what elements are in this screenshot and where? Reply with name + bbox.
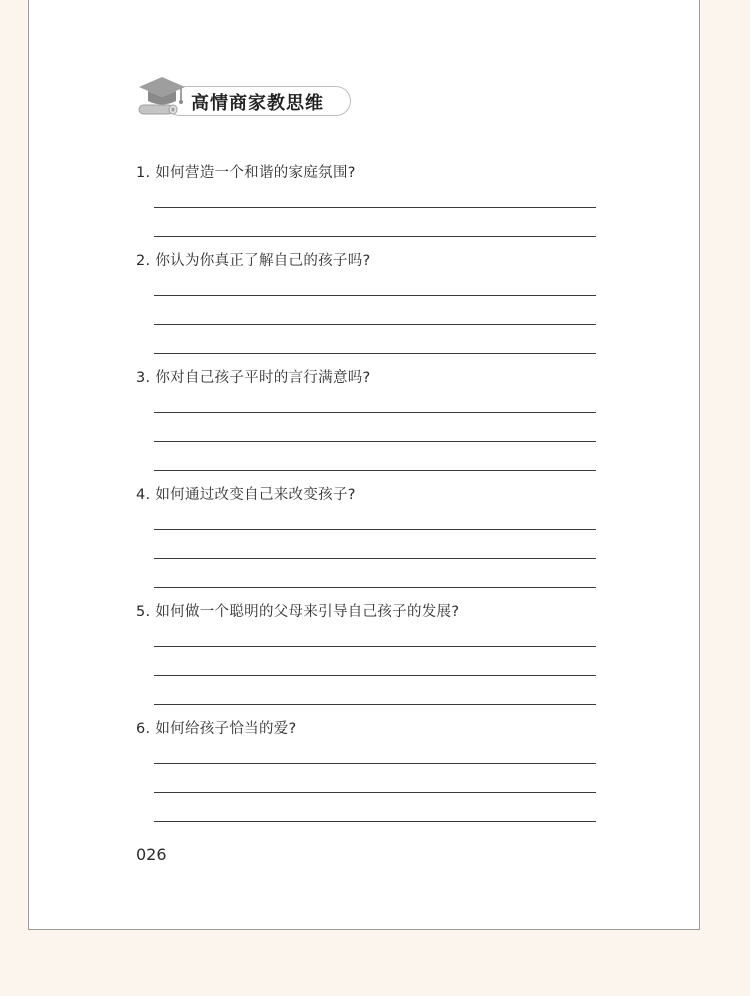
answer-line[interactable] <box>154 236 596 237</box>
answer-line[interactable] <box>154 763 596 764</box>
document-page <box>28 0 700 930</box>
question-3: 3. 你对自己孩子平时的言行满意吗? <box>136 370 371 386</box>
answer-line[interactable] <box>154 353 596 354</box>
answer-line[interactable] <box>154 558 596 559</box>
question-5: 5. 如何做一个聪明的父母来引导自己孩子的发展? <box>136 604 460 620</box>
answer-line[interactable] <box>154 412 596 413</box>
section-title: 高情商家教思维 <box>191 93 324 114</box>
answer-line[interactable] <box>154 324 596 325</box>
answer-line[interactable] <box>154 295 596 296</box>
answer-line[interactable] <box>154 529 596 530</box>
answer-line[interactable] <box>154 207 596 208</box>
page-number: 026 <box>136 845 167 864</box>
answer-line[interactable] <box>154 675 596 676</box>
question-4: 4. 如何通过改变自己来改变孩子? <box>136 487 356 503</box>
answer-line[interactable] <box>154 792 596 793</box>
answer-line[interactable] <box>154 587 596 588</box>
question-1: 1. 如何营造一个和谐的家庭氛围? <box>136 165 356 181</box>
question-6: 6. 如何给孩子恰当的爱? <box>136 721 297 737</box>
graduation-cap-icon <box>135 73 189 121</box>
answer-line[interactable] <box>154 470 596 471</box>
question-2: 2. 你认为你真正了解自己的孩子吗? <box>136 253 371 269</box>
answer-line[interactable] <box>154 821 596 822</box>
answer-line[interactable] <box>154 704 596 705</box>
answer-line[interactable] <box>154 441 596 442</box>
answer-line[interactable] <box>154 646 596 647</box>
section-header <box>135 73 355 121</box>
